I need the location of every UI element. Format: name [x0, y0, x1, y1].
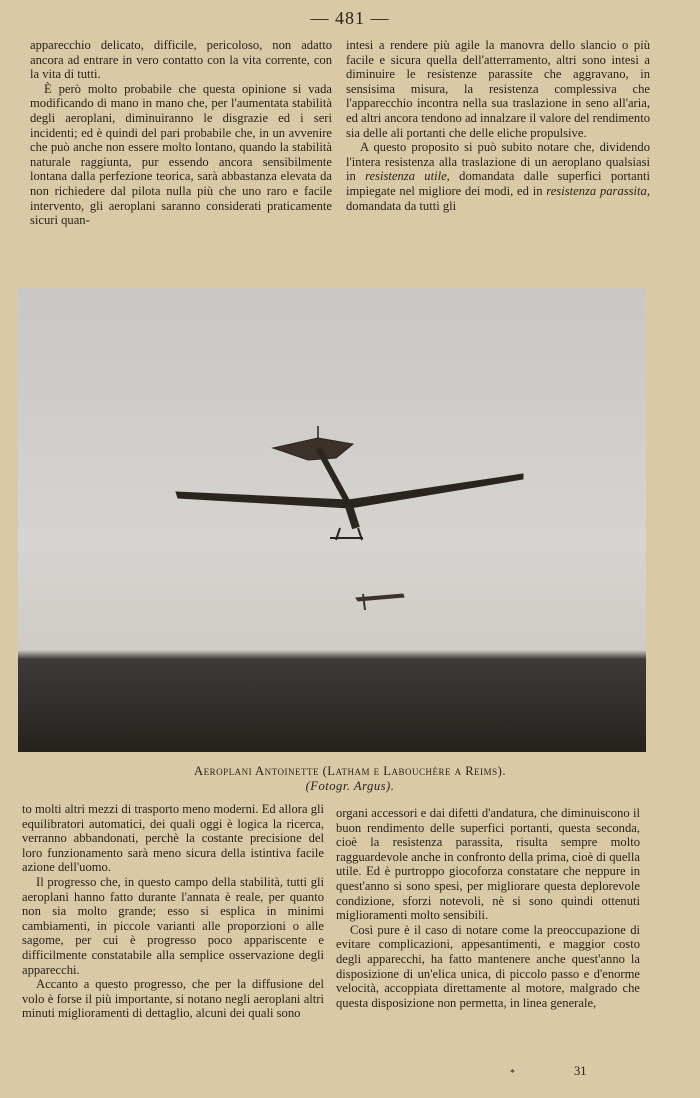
paragraph: intesi a rendere più agile la manovra dello slancio o più facile e sicura quella dell'atterramento, altri sono intesi a diminuire le resistenze parassite che aggravano, in sensisima misura, la resistenza complessiva che l'apparecchio incontra nella sua traslazione in seno all'aria, ed altri ancora tendono ad innalzare il valore del rendimento sia delle ali portanti che delle eliche propulsive. — [346, 38, 650, 140]
paragraph — [346, 140, 650, 213]
footer-mark: * — [510, 1068, 515, 1079]
caption-credit: (Fotogr. Argus). — [305, 779, 395, 793]
aeroplane-distant — [356, 594, 404, 610]
aeroplane-photograph — [18, 288, 646, 752]
caption-title: Aeroplani Antoinette (Latham e Labouchère a Reims). — [193, 764, 507, 778]
figure-caption — [0, 764, 700, 794]
text-column-2 — [346, 38, 650, 213]
paragraph: to molti altri mezzi di trasporto meno moderni. Ed allora gli equilibratori automatici, dei quali oggi è logica la ricerca, verranno abbandonati, perchè la costante precisione del loro funzionamento sarà meno sicura della istintiva facile azione dell'uomo. — [22, 802, 324, 875]
signature-number: 31 — [574, 1064, 587, 1078]
paragraph: Così pure è il caso di notare come la preoccupazione di evitare complicazioni, appesantimenti, e maggior costo degli apparecchi, ha fatto mantenere anche quest'anno la disposizione di un'elica unica, di piccolo passo e d'enorme velocità, accoppiata direttamente al motore, malgrado che questa disposizione non permetta, in linea generale, — [336, 922, 640, 1010]
text-span: domandata da tutti gli — [346, 198, 457, 213]
text-column-4 — [336, 806, 640, 1010]
text-span: A questo proposito si può subito notare che, dividendo l'intera resistenza alla traslazione di un aeroplano qualsiasi in — [346, 140, 650, 184]
text-column-3 — [22, 802, 324, 1021]
text-column-1 — [30, 38, 332, 228]
paragraph: organi accessori e dai difetti d'andatura, che diminuiscono il buon rendimento delle superfici portanti, questa seconda, cioè la resistenza parassita, risulta sempre molto ragguardevole anche in confronto della prima, cioè di quella utile. Ed è purtroppo giocoforza constatare che neppure in quest'anno si sono spesi, per migliorare questa deplorevole condizione, sforzi notevoli, nè si sono quindi ottenuti miglioramenti molto sensibili. — [336, 806, 640, 923]
paragraph: Accanto a questo progresso, che per la diffusione del volo è forse il più importante, si notano negli aeroplani altri minuti miglioramenti di dettaglio, alcuni dei quali sono — [22, 977, 324, 1021]
paragraph: Il progresso che, in questo campo della stabilità, tutti gli aeroplani hanno fatto durante l'annata è reale, per quanto non sia molto grande; esso si esplica in minimi cambiamenti, in piccole varianti alle proporzioni o alle sagome, per cui è progresso poco appariscente e difficilmente constatabile alla semplice osservazione degli apparecchi. — [22, 874, 324, 977]
page-number: — 481 — — [310, 8, 390, 28]
paragraph: È però molto probabile che questa opinione si vada modificando di mano in mano che, per l'aumentata stabilità degli aeroplani, diminuiranno le disgrazie ed i seri incidenti; ed è quindi del pari probabile che, in un avvenire che può anche non essere molto lontano, quando la stabilità naturale raggiunta, pur essendo ancora sensibilmente lontana dalla perfezione teorica, sarà abbastanza elevata da non richiedere dal pilota nulla più che uno raro e facile intervento, gli aeroplani saranno considerati praticamente sicuri quan- — [30, 81, 332, 228]
aeroplane-main — [176, 426, 523, 540]
italic-term: resistenza utile, — [365, 169, 450, 184]
text-span: domandata dalle superfici portanti impiegate nel migliore dei modi, ed in — [346, 169, 650, 198]
italic-term: resistenza parassita, — [546, 183, 651, 198]
paragraph: apparecchio delicato, difficile, pericoloso, non adatto ancora ad entrare in vero contatto con la vita corrente, con la vita di tutti. — [30, 38, 332, 82]
